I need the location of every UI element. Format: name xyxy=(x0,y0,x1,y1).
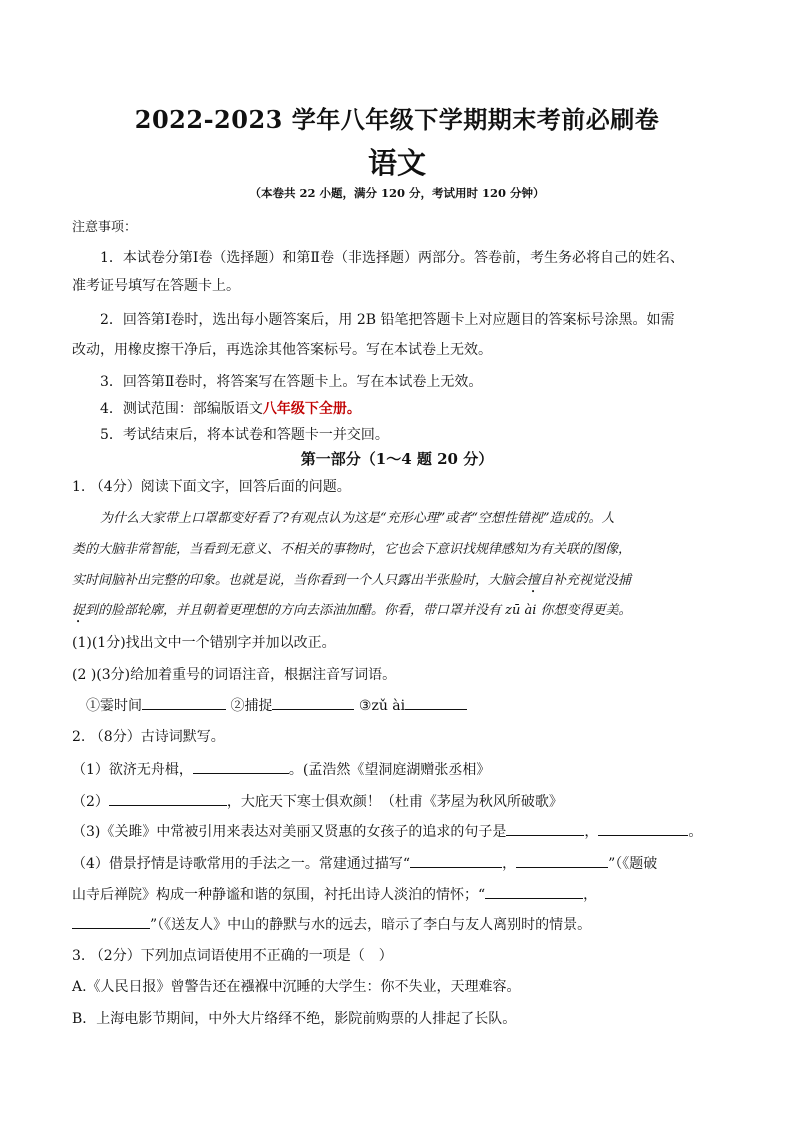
notice-item-4-scope: 八年级下全册。 xyxy=(262,401,361,417)
q2-answer-blank-1[interactable] xyxy=(193,759,289,774)
q2-sub-3 xyxy=(72,821,727,842)
notice-item-2-line-2: 改动，用橡皮擦干净后，再选涂其他答案标号。写在本试卷上无效。 xyxy=(72,342,492,358)
q2-sub-3-mid: ， xyxy=(584,824,599,840)
q2-sub-4-post: ”（《题破 xyxy=(608,856,658,872)
q1-stem: 1. （4分）阅读下面文字，回答后面的问题。 xyxy=(72,479,351,495)
q1-blank-1-label: ①霎时间 xyxy=(86,698,142,714)
q2-sub-1-post: 。(孟浩然《望洞庭湖赠张丞相》 xyxy=(288,762,491,778)
q2-sub-2-post: ，大庇天下寒士俱欢颜！（杜甫《茅屋为秋风所破歌》 xyxy=(226,794,563,810)
notice-item-5: 5．考试结束后，将本试卷和答题卡一并交回。 xyxy=(100,427,389,443)
q1-answer-blank-2[interactable] xyxy=(272,695,354,710)
q2-answer-blank-3b[interactable] xyxy=(598,821,688,836)
q1-answer-blank-3[interactable] xyxy=(405,695,467,710)
q1-passage-line-2: 类的大脑非常智能，当看到无意义、不相关的事物时，它也会下意识找规律感知为有关联的图像， xyxy=(72,542,632,557)
q2-sub-4-line-3-post: ”（《送友人》中山的静默与水的远去，暗示了李白与友人离别时的情景。 xyxy=(150,917,592,933)
q2-sub-1 xyxy=(72,759,727,780)
q2-sub-4-mid: ， xyxy=(502,856,517,872)
notice-item-1-line-2: 准考证号填写在答题卡上。 xyxy=(72,278,240,294)
q1-passage-line-1: 为什么大家带上口罩都变好看了?有观点认为这是“充形心理”或者“空想性错视”造成的。人 xyxy=(100,511,615,526)
q2-sub-3-pre: （3)《关雎》中常被引用来表达对美丽又贤惠的女孩子的追求的句子是 xyxy=(72,824,507,840)
q1-blank-2-label: ②捕捉 xyxy=(230,698,273,714)
q2-sub-4-line-3 xyxy=(72,914,727,935)
q2-answer-blank-3a[interactable] xyxy=(506,821,584,836)
q2-sub-3-post: 。 xyxy=(688,824,703,840)
q1-passage-line-3c: 自补充视觉没捕 xyxy=(540,573,632,588)
q2-answer-blank-4a[interactable] xyxy=(410,853,502,868)
q1-blank-3-label: ③zǔ ài xyxy=(358,698,406,714)
notice-item-2-line-1: 2．回答第Ⅰ卷时，选出每小题答案后，用 2B 铅笔把答题卡上对应题目的答案标号涂黑。如需 xyxy=(100,312,675,328)
q2-stem: 2. （8分）古诗词默写。 xyxy=(72,729,225,745)
emphasized-word: 捉 xyxy=(72,603,86,618)
q2-sub-4-line-2-post: ， xyxy=(583,887,598,903)
q3-option-b: B．上海电影节期间，中外大片络绎不绝，影院前购票的人排起了长队。 xyxy=(72,1011,517,1027)
q2-sub-2 xyxy=(72,791,727,812)
q2-answer-blank-4b[interactable] xyxy=(516,853,608,868)
q3-stem: 3. （2分）下列加点词语使用不正确的一项是（ ） xyxy=(72,948,393,964)
q2-sub-4-pre: （4）借景抒情是诗歌常用的手法之一。常建通过描写“ xyxy=(72,856,411,872)
q1-passage-line-4 xyxy=(72,601,727,626)
notice-item-4 xyxy=(100,399,727,419)
q2-sub-1-pre: （1）欲济无舟楫， xyxy=(72,762,193,778)
q3-option-a: A.《人民日报》曾警告还在襁褓中沉睡的大学生：你不失业，天理难容。 xyxy=(72,979,521,995)
q1-answer-blank-1[interactable] xyxy=(142,695,226,710)
notice-item-1-line-1: 1．本试卷分第Ⅰ卷（选择题）和第Ⅱ卷（非选择题）两部分。答卷前，考生务必将自己的姓名、 xyxy=(100,250,684,266)
q1-passage-line-3a: 实时间脑补出完整的印象。也就是说，当你看到一个人只露出半张脸时，大脑会 xyxy=(72,573,528,588)
q2-sub-4-line-2 xyxy=(72,884,727,905)
part-1-heading: 第一部分（1～4 题 20 分） xyxy=(300,450,494,468)
q2-answer-blank-2[interactable] xyxy=(109,791,227,806)
notice-label: 注意事项： xyxy=(72,220,138,235)
q2-sub-4-line-1 xyxy=(72,853,727,874)
notice-item-4-prefix: 4．测试范围：部编版语文 xyxy=(100,401,263,417)
emphasized-word: 擅 xyxy=(527,573,541,588)
q1-passage-line-4b: 到的脸部轮廓，并且朝着更理想的方向去添油加醋。你看，带口罩并没有 zū ài 你想变得更美。 xyxy=(85,603,632,618)
subject-title: 语文 xyxy=(367,146,426,180)
q1-blank-row xyxy=(86,695,741,716)
q1-passage-line-3 xyxy=(72,571,727,596)
q2-sub-2-pre: （2） xyxy=(72,794,109,810)
q2-answer-blank-4c[interactable] xyxy=(485,884,583,899)
notice-item-3: 3．回答第Ⅱ卷时，将答案写在答题卡上。写在本试卷上无效。 xyxy=(100,374,483,390)
exam-info: （本卷共 22 小题，满分 120 分，考试用时 120 分钟） xyxy=(249,186,545,200)
q1-sub-1: (1)(1分)找出文中一个错别字并加以改正。 xyxy=(72,635,336,651)
q2-sub-4-line-2-pre: 山寺后禅院》构成一种静谧和谐的氛围，衬托出诗人淡泊的情怀；“ xyxy=(72,887,486,903)
q2-answer-blank-4d[interactable] xyxy=(72,914,150,929)
exam-title: 2022-2023 学年八年级下学期期末考前必刷卷 xyxy=(134,105,660,134)
q1-sub-2: (2 )(3分)给加着重号的词语注音，根据注音写词语。 xyxy=(72,667,397,683)
